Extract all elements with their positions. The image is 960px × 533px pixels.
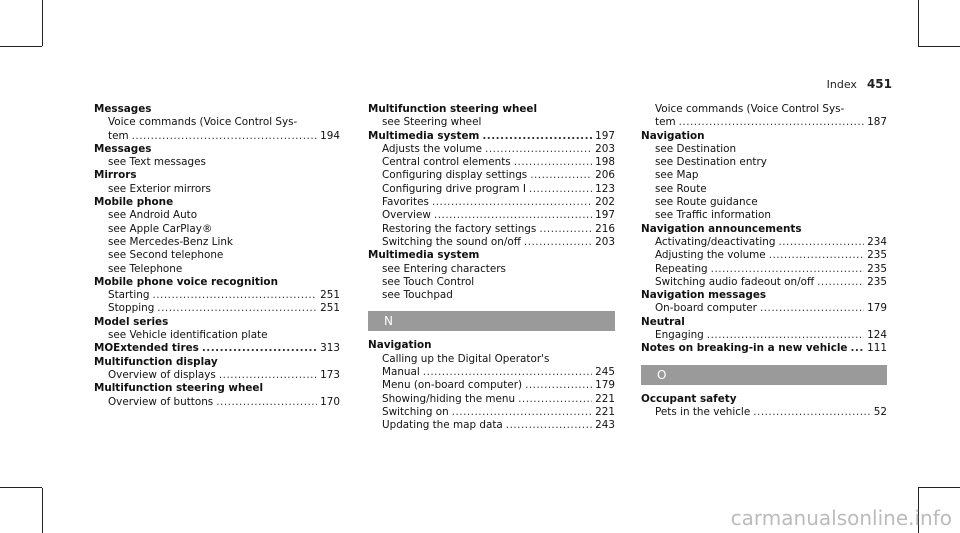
dot-leader <box>219 369 317 382</box>
dot-leader <box>760 302 864 315</box>
see-reference[interactable]: see Touchpad <box>382 289 453 302</box>
index-entry[interactable] <box>368 236 615 249</box>
index-entry[interactable] <box>368 156 615 169</box>
dot-leader <box>423 366 592 379</box>
index-heading: Messages <box>94 103 152 115</box>
index-heading-entry[interactable] <box>641 342 887 355</box>
index-heading: Messages <box>94 142 152 155</box>
index-entry[interactable] <box>368 393 615 406</box>
entry-label: Adjusting the volume <box>655 249 766 262</box>
entry-label: Overview <box>382 209 431 222</box>
entry-wrap-line: Voice commands (Voice Control Sys- <box>655 103 845 115</box>
dot-leader <box>518 393 592 406</box>
dot-leader <box>525 379 592 392</box>
entry-label: tem <box>108 129 129 142</box>
index-entry[interactable] <box>641 276 887 289</box>
index-entry[interactable] <box>368 196 615 209</box>
entry-label: Switching the sound on/off <box>382 235 521 248</box>
entry-page: 197 <box>595 129 615 142</box>
entry-label: Engaging <box>655 329 704 342</box>
entry-page: 251 <box>320 289 340 302</box>
see-reference[interactable]: see Vehicle identification plate <box>108 329 268 342</box>
index-entry[interactable] <box>641 302 887 315</box>
watermark: carmanualsonline.info <box>730 506 952 530</box>
entry-page: 124 <box>867 329 887 342</box>
entry-page: 221 <box>595 405 615 418</box>
dot-leader <box>216 396 317 409</box>
entry-page: 251 <box>320 302 340 315</box>
entry-label: Favorites <box>382 196 429 209</box>
entry-label: Switching on <box>382 405 449 418</box>
entry-page: 216 <box>595 222 615 235</box>
entry-page: 243 <box>595 419 615 432</box>
page-number: 451 <box>866 77 892 91</box>
entry-label: Configuring drive program I <box>382 182 526 195</box>
crop-mark <box>918 487 960 488</box>
index-column-1 <box>94 103 340 409</box>
entry-page: 203 <box>595 142 615 155</box>
entry-page: 197 <box>595 209 615 222</box>
dot-leader <box>530 169 592 182</box>
entry-page: 111 <box>867 342 887 355</box>
index-heading: Multifunction display <box>94 355 218 368</box>
dot-leader <box>817 276 864 289</box>
dot-leader <box>514 156 592 169</box>
entry-page: 179 <box>867 302 887 315</box>
dot-leader <box>524 236 592 249</box>
entry-label: Overview of displays <box>108 368 216 381</box>
index-entry[interactable] <box>368 209 615 222</box>
index-heading: Neutral <box>641 315 685 328</box>
entry-label: MOExtended tires <box>94 342 199 355</box>
index-entry[interactable] <box>368 419 615 432</box>
index-heading: Mobile phone voice recognition <box>94 275 278 288</box>
entry-page: 235 <box>867 262 887 275</box>
entry-page: 206 <box>595 169 615 182</box>
header-label: Index <box>826 78 857 91</box>
dot-leader <box>679 116 865 129</box>
index-heading: Mirrors <box>94 169 137 182</box>
index-entry[interactable] <box>368 169 615 182</box>
entry-page: 194 <box>320 129 340 142</box>
index-heading: Multifunction steering wheel <box>94 382 264 395</box>
index-entry[interactable] <box>641 236 887 249</box>
dot-leader <box>778 236 864 249</box>
entry-label: Updating the map data <box>382 419 503 432</box>
see-reference[interactable]: see Touch Control <box>382 275 475 288</box>
see-reference[interactable]: see Route guidance <box>655 196 758 209</box>
entry-label: Starting <box>108 289 150 302</box>
dot-leader <box>132 130 318 143</box>
dot-leader <box>432 196 592 209</box>
index-entry[interactable] <box>368 143 615 156</box>
crop-mark <box>0 46 42 47</box>
entry-label: Switching audio fadeout on/off <box>655 275 815 288</box>
entry-label: Notes on breaking-in a new vehicle <box>641 342 848 355</box>
entry-page: 187 <box>867 116 887 129</box>
entry-page: 234 <box>867 235 887 248</box>
entry-label: Showing/hiding the menu <box>382 392 516 405</box>
index-entry[interactable] <box>641 116 887 129</box>
index-heading-entry[interactable] <box>368 130 615 143</box>
index-column-2 <box>368 103 615 433</box>
see-reference[interactable]: see Mercedes-Benz Link <box>108 235 233 248</box>
dot-leader <box>202 342 317 355</box>
entry-label: Manual <box>382 366 420 379</box>
see-reference[interactable]: see Text messages <box>108 156 206 169</box>
see-reference[interactable]: see Traffic information <box>655 209 771 222</box>
see-reference[interactable]: see Entering characters <box>382 262 506 275</box>
entry-label: Adjusts the volume <box>382 142 483 155</box>
see-reference[interactable]: see Steering wheel <box>382 116 482 129</box>
see-reference[interactable]: see Second telephone <box>108 249 224 262</box>
entry-label: Activating/deactivating <box>655 235 776 248</box>
dot-leader <box>434 209 592 222</box>
dot-leader <box>506 419 592 432</box>
index-entry[interactable] <box>94 130 340 143</box>
see-reference[interactable]: see Destination entry <box>655 156 767 169</box>
entry-label: Restoring the factory settings <box>382 222 537 235</box>
dot-leader <box>452 406 592 419</box>
index-entry[interactable] <box>641 249 887 262</box>
dot-leader <box>482 130 592 143</box>
entry-page: 170 <box>320 395 340 408</box>
entry-label: tem <box>655 116 676 129</box>
entry-page: 198 <box>595 156 615 169</box>
entry-page: 173 <box>320 368 340 381</box>
index-heading: Navigation <box>368 339 432 352</box>
page-header <box>827 77 892 91</box>
index-entry[interactable] <box>368 223 615 236</box>
entry-label: Stopping <box>108 302 155 315</box>
entry-page: 245 <box>595 366 615 379</box>
index-entry[interactable] <box>94 302 340 315</box>
dot-leader <box>539 223 592 236</box>
entry-page: 221 <box>595 392 615 405</box>
dot-leader <box>485 143 592 156</box>
section-letter: N <box>368 311 615 331</box>
entry-wrap-line: Calling up the Digital Operator's <box>382 352 550 365</box>
entry-page: 123 <box>595 182 615 195</box>
index-heading: Occupant safety <box>641 392 737 405</box>
index-heading: Navigation messages <box>641 289 767 302</box>
see-reference[interactable]: see Route <box>655 182 707 195</box>
dot-leader <box>769 249 864 262</box>
index-entry[interactable] <box>94 289 340 302</box>
crop-mark <box>918 0 919 46</box>
dot-leader <box>711 263 865 276</box>
index-heading: Navigation announcements <box>641 222 802 235</box>
entry-label: On-board computer <box>655 302 757 315</box>
crop-mark <box>0 487 42 488</box>
dot-leader <box>707 329 864 342</box>
entry-label: Configuring display settings <box>382 169 528 182</box>
entry-label: Pets in the vehicle <box>655 405 751 418</box>
see-reference[interactable]: see Telephone <box>108 262 183 275</box>
index-heading: Multimedia system <box>368 249 480 262</box>
index-column-3 <box>641 103 887 419</box>
index-entry[interactable] <box>94 369 340 382</box>
entry-page: 203 <box>595 235 615 248</box>
dot-leader <box>529 183 592 196</box>
index-entry[interactable] <box>641 406 887 419</box>
entry-page: 235 <box>867 275 887 288</box>
dot-leader <box>753 406 871 419</box>
see-reference[interactable]: see Apple CarPlay® <box>108 222 213 235</box>
index-heading: Model series <box>94 315 169 328</box>
entry-page: 313 <box>320 342 340 355</box>
entry-page: 235 <box>867 249 887 262</box>
index-heading: Mobile phone <box>94 196 174 209</box>
dot-leader <box>157 302 317 315</box>
crop-mark <box>42 0 43 46</box>
dot-leader <box>850 342 864 355</box>
entry-page: 179 <box>595 379 615 392</box>
entry-label: Repeating <box>655 262 708 275</box>
index-entry[interactable] <box>641 329 887 342</box>
see-reference[interactable]: see Map <box>655 169 699 182</box>
index-entry[interactable] <box>368 366 615 379</box>
entry-wrap-line: Voice commands (Voice Control Sys- <box>108 116 298 129</box>
index-entry[interactable] <box>368 379 615 392</box>
dot-leader <box>152 289 317 302</box>
entry-label: Overview of buttons <box>108 395 214 408</box>
index-entry[interactable] <box>94 396 340 409</box>
entry-label: Central control elements <box>382 156 511 169</box>
see-reference[interactable]: see Exterior mirrors <box>108 182 211 195</box>
index-heading-entry[interactable] <box>94 342 340 355</box>
index-heading: Navigation <box>641 129 705 142</box>
crop-mark <box>42 488 43 533</box>
index-entry[interactable] <box>641 263 887 276</box>
index-entry[interactable] <box>368 406 615 419</box>
entry-page: 52 <box>873 405 887 418</box>
see-reference[interactable]: see Destination <box>655 142 737 155</box>
section-letter: O <box>641 365 887 385</box>
entry-label: Multimedia system <box>368 129 480 142</box>
index-entry[interactable] <box>368 183 615 196</box>
entry-label: Menu (on-board computer) <box>382 379 523 392</box>
see-reference[interactable]: see Android Auto <box>108 209 198 222</box>
crop-mark <box>918 46 960 47</box>
index-heading: Multifunction steering wheel <box>368 103 538 115</box>
entry-page: 202 <box>595 196 615 209</box>
